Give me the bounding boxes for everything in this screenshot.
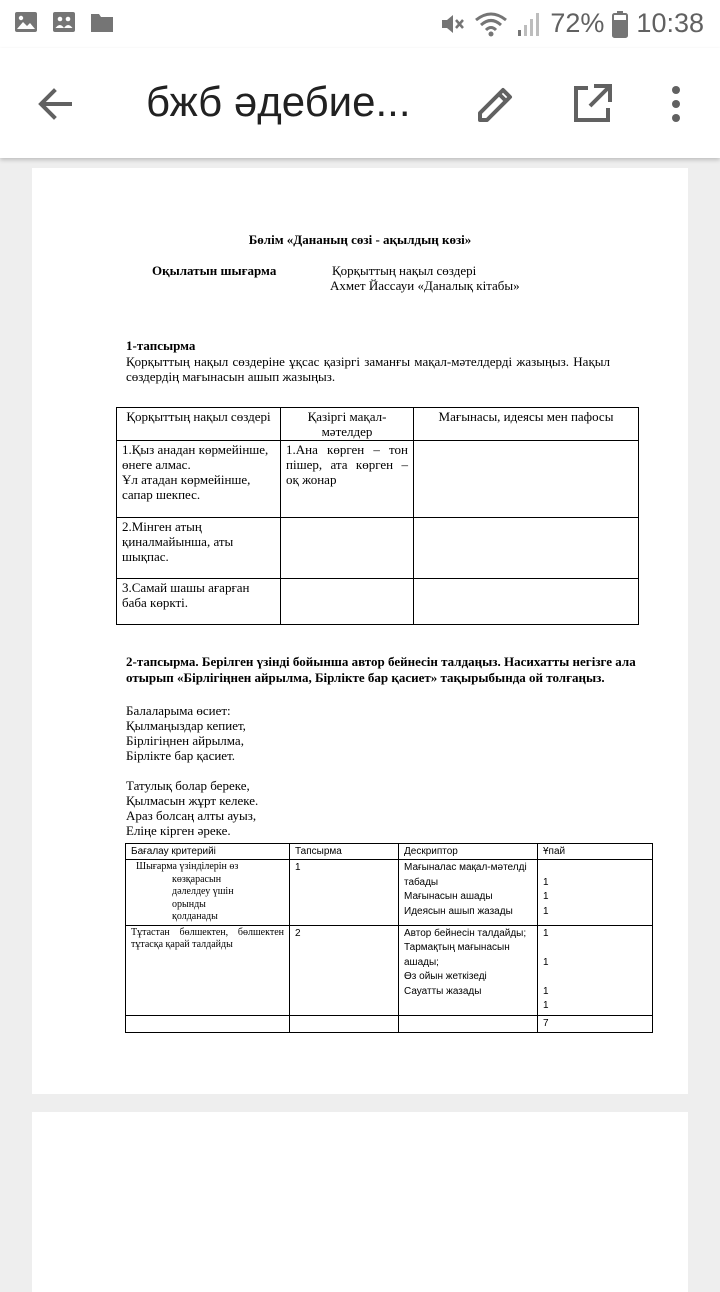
table-cell (414, 441, 639, 518)
more-options-icon[interactable] (656, 82, 696, 126)
proverbs-table (116, 407, 639, 625)
reading-work: Ахмет Йассауи «Даналық кітабы» (330, 278, 520, 293)
table-cell (281, 579, 414, 625)
edit-pencil-icon[interactable] (474, 82, 518, 126)
table-header-row (126, 844, 653, 860)
assessment-table (125, 843, 653, 1033)
image-icon (14, 10, 38, 34)
task2-title: 2-тапсырма. Берілген үзінді бойынша автор бейнесін талдаңыз. Насихатты негізге ала отырып «Бірлігіңнен айрылма, Бірлікте бар қасиет» тақырыбында ой толғаңыз. (126, 654, 636, 685)
reading-label: Оқылатын шығарма (152, 263, 277, 278)
open-in-new-icon[interactable] (570, 82, 614, 126)
table-cell: 1.Қыз анадан көрмейінше, өнеге алмас. Ұл атадан көрмейінше, сапар шекпес. (117, 441, 281, 518)
table-cell (126, 1015, 290, 1033)
battery-icon (612, 10, 628, 38)
folder-icon (90, 10, 114, 34)
group-icon (52, 10, 76, 34)
descriptor-cell: Автор бейнесін талдайды; Тармақтың мағынасын ашады; Өз ойын жеткізеді Сауатты жазады (399, 925, 538, 1015)
table-header: Қорқыттың нақыл сөздері (117, 408, 281, 441)
table-row (126, 1015, 653, 1033)
table-cell (290, 1015, 399, 1033)
points-cell: 1 1 1 1 (538, 925, 653, 1015)
table-cell (281, 518, 414, 579)
table-cell (399, 1015, 538, 1033)
next-document-page[interactable] (32, 1112, 688, 1292)
total-points-cell: 7 (538, 1015, 653, 1033)
table-cell (414, 579, 639, 625)
table-cell: 2.Мінген атың қиналмайынша, аты шықпас. (117, 518, 281, 579)
task1-text: Қорқыттың нақыл сөздеріне ұқсас қазіргі заманғы мақал-мәтелдерді жазыңыз. Нақыл сөздердің мағынасын ашып жазыңыз. (126, 354, 610, 384)
points-cell: 1 1 1 (538, 860, 653, 926)
table-header: Тапсырма (290, 844, 399, 860)
signal-icon (516, 10, 542, 38)
reading-work: Қорқыттың нақыл сөздері (332, 263, 477, 278)
descriptor-cell: Мағыналас мақал-мәтелді табады Мағынасын ашады Идеясын ашып жазады (399, 860, 538, 926)
criterion-cell: Тұтастан бөлшектен, бөлшектен тұтасқа қарай талдайды (126, 925, 290, 1015)
table-cell (414, 518, 639, 579)
table-cell: 1.Ана көрген – тон пішер, ата көрген – оқ жонар (281, 441, 414, 518)
document-page[interactable] (32, 168, 688, 1094)
criterion-text: Шығарма үзінділерін өз (136, 861, 239, 872)
wifi-icon (474, 10, 508, 38)
notification-icons (14, 10, 114, 34)
mute-icon (438, 10, 466, 38)
task-cell: 1 (290, 860, 399, 926)
section-title: Бөлім «Дананың сөзі - ақылдың көзі» (248, 232, 472, 247)
task-cell: 2 (290, 925, 399, 1015)
app-bar (0, 48, 720, 158)
status-bar (0, 0, 720, 48)
table-row (126, 925, 653, 1015)
table-row (117, 579, 639, 625)
table-header: Мағынасы, идеясы мен пафосы (414, 408, 639, 441)
system-status (438, 8, 704, 39)
table-row (126, 860, 653, 926)
back-arrow-icon[interactable] (30, 80, 78, 128)
clock: 10:38 (636, 8, 704, 38)
criterion-text: көзқарасын дәлелдеу үшін орынды қолданады (172, 873, 234, 922)
poem-excerpt: Балаларыма өсиет: Қылмаңыздар кепиет, Бірлігіңнен айрылма, Бірлікте бар қасиет. Татулық болар береке, Қылмасын жұрт келеке. Араз болсаң алты ауыз, Еліңе кірген әреке. (126, 703, 259, 838)
table-row (117, 518, 639, 579)
table-cell: 3.Самай шашы ағарған баба көркті. (117, 579, 281, 625)
table-row (117, 441, 639, 518)
battery-percent: 72% (550, 8, 605, 38)
table-header: Ұпай (538, 844, 653, 860)
table-header: Бағалау критерийі (126, 844, 290, 860)
task1-title: 1-тапсырма (126, 338, 196, 353)
document-title: бжб әдебие... (146, 78, 411, 125)
criterion-cell (126, 860, 290, 926)
table-header: Қазіргі мақал-мәтелдер (281, 408, 414, 441)
table-header: Дескриптор (399, 844, 538, 860)
